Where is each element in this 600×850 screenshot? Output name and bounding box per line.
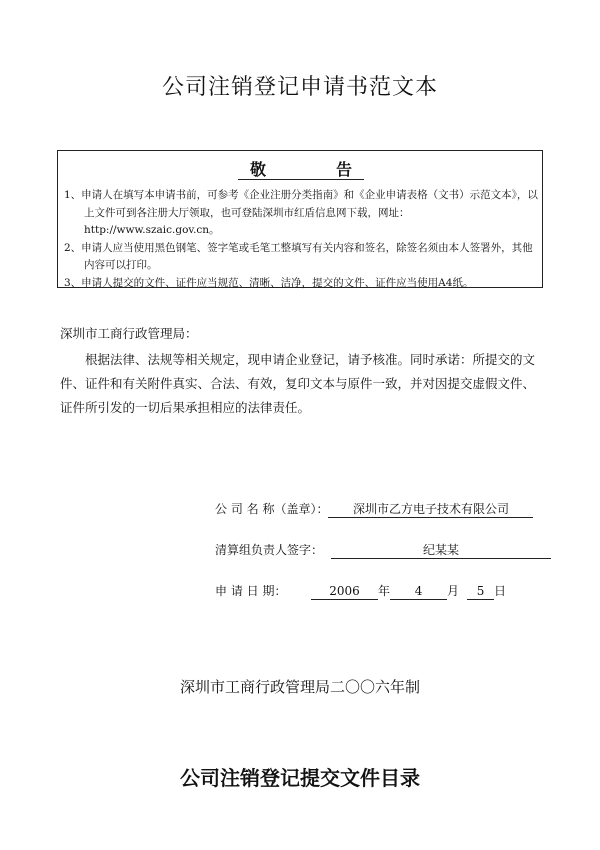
notice-box <box>57 150 543 288</box>
liquidator-signature-value: 纪某某 <box>331 543 551 559</box>
notice-item: 1、申请人在填写本申请书前，可参考《企业注册分类指南》和《企业申请表格（文书）示范文本》，以上文件可到各注册大厅领取，也可登陆深圳市红盾信息网下载，网址：http://www.szaic.gov.cn。 <box>64 189 538 236</box>
application-date-row <box>215 582 506 600</box>
document-title: 公司注销登记申请书范文本 <box>161 75 438 100</box>
date-year-unit: 年 <box>378 584 391 598</box>
notice-list <box>64 187 538 292</box>
notice-heading-char2: 告 <box>336 160 353 179</box>
company-name-value: 深圳市乙方电子技术有限公司 <box>328 502 533 518</box>
section-title: 公司注销登记提交文件目录 <box>180 766 420 790</box>
liquidator-label: 清算组负责人签字： <box>215 543 324 557</box>
application-date-label: 申 请 日 期： <box>215 584 287 598</box>
notice-heading <box>58 157 544 180</box>
date-month-value: 4 <box>390 584 447 600</box>
company-name-row <box>215 500 533 518</box>
liquidator-row <box>215 541 551 559</box>
notice-heading-char1: 敬 <box>249 160 266 179</box>
date-year-value: 2006 <box>311 584 378 600</box>
date-day-value: 5 <box>467 584 494 600</box>
addressee: 深圳市工商行政管理局： <box>60 326 198 341</box>
issuer-footer: 深圳市工商行政管理局二〇〇六年制 <box>179 678 420 696</box>
notice-heading-underline <box>238 179 364 180</box>
date-day-unit: 日 <box>494 584 507 598</box>
notice-item: 2、申请人应当使用黑色钢笔、签字笔或毛笔工整填写有关内容和签名，除签名须由本人签署外，其他内容可以打印。 <box>64 241 533 271</box>
date-month-unit: 月 <box>447 584 460 598</box>
company-name-label: 公 司 名 称（盖章）： <box>215 502 329 516</box>
notice-item: 3、申请人提交的文件、证件应当规范、清晰、洁净，提交的文件、证件应当使用A4纸。 <box>64 276 474 289</box>
application-statement: 根据法律、法规等相关规定，现申请企业登记，请予核准。同时承诺：所提交的文件、证件和有关附件真实、合法、有效，复印文本与原件一致，并对因提交虚假文件、证件所引发的一切后果承担相应的法律责任。 <box>60 352 536 415</box>
